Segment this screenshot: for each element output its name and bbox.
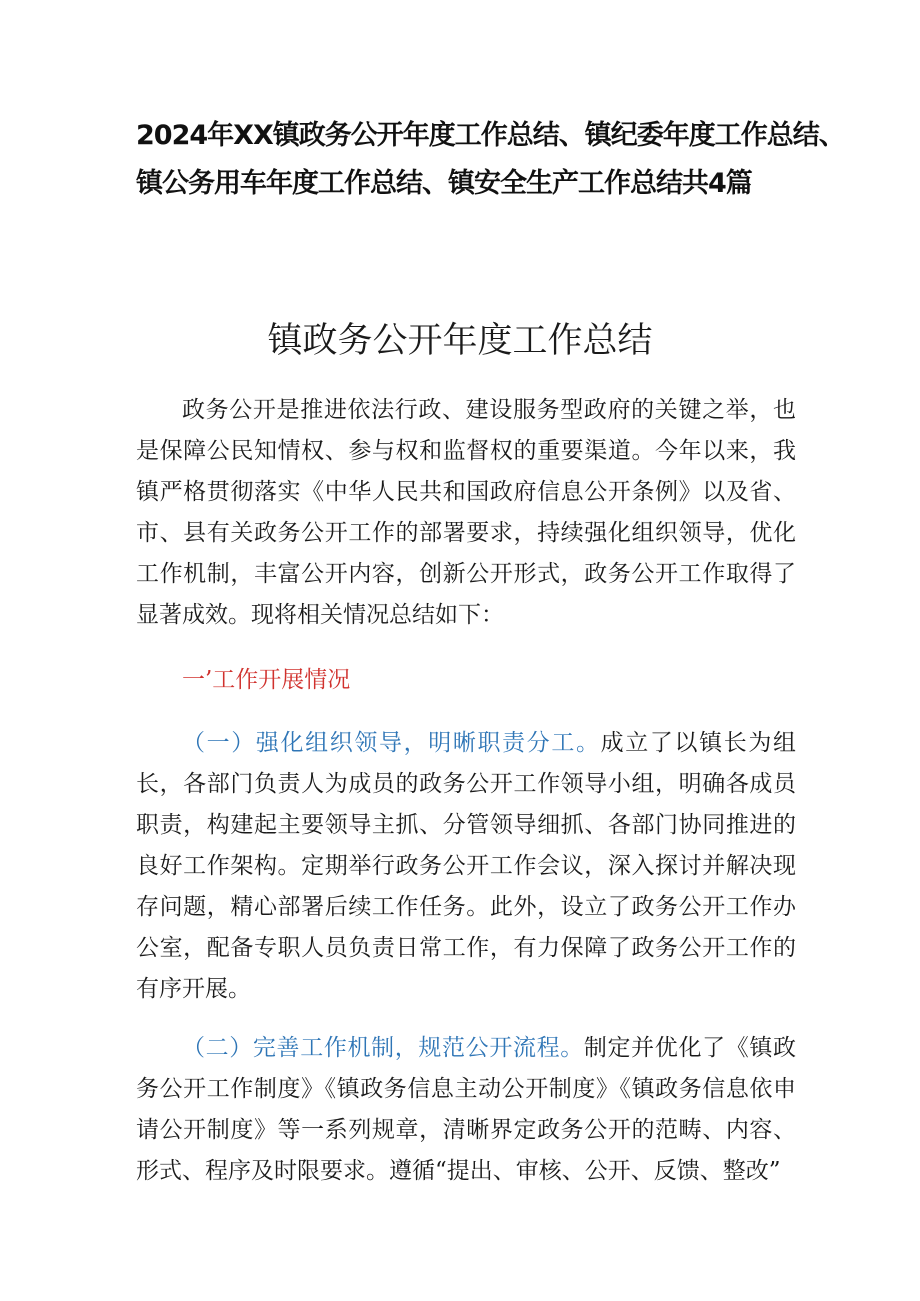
item-1-paragraph — [136, 723, 796, 1010]
document-title-line-1: 2024年XX镇政务公开年度工作总结、镇纪委年度工作总结、 — [136, 120, 845, 151]
document-body — [136, 390, 796, 1192]
heading-work-progress: 一’工作开展情况 — [182, 667, 351, 693]
item-2-heading: （二）完善工作机制，规范公开流程。 — [182, 1035, 584, 1061]
document-title — [136, 112, 845, 208]
section-title: 镇政务公开年度工作总结 — [267, 321, 653, 361]
intro-paragraph: 政务公开是推进依法行政、建设服务型政府的关键之举，也是保障公民知情权、参与权和监督权的重要渠道。今年以来，我镇严格贯彻落实《中华人民共和国政府信息公开条例》以及省、市、县有关政务公开工作的部署要求，持续强化组织领导，优化工作机制，丰富公开内容，创新公开形式，政务公开工作取得了显著成效。现将相关情况总结如下： — [136, 397, 796, 628]
item-1-heading: （一）强化组织领导，明晰职责分工。 — [182, 730, 601, 756]
item-1-text: 成立了以镇长为组长，各部门负责人为成员的政务公开工作领导小组，明确各成员职责，构建起主要领导主抓、分管领导细抓、各部门协同推进的良好工作架构。定期举行政务公开工作会议，深入探讨并解决现存问题，精心部署后续工作任务。此外，设立了政务公开工作办公室，配备专职人员负责日常工作，有力保障了政务公开工作的有序开展。 — [136, 730, 796, 1002]
document-title-line-2: 镇公务用车年度工作总结、镇安全生产工作总结共4篇 — [136, 168, 752, 199]
item-2-text: 制定并优化了《镇政务公开工作制度》《镇政务信息主动公开制度》《镇政务信息依申请公开制度》等一系列规章，清晰界定政务公开的范畴、内容、形式、程序及时限要求。遵循“提出、审核、公开、反馈、整改” — [136, 1035, 797, 1184]
item-2-paragraph — [136, 1028, 796, 1192]
